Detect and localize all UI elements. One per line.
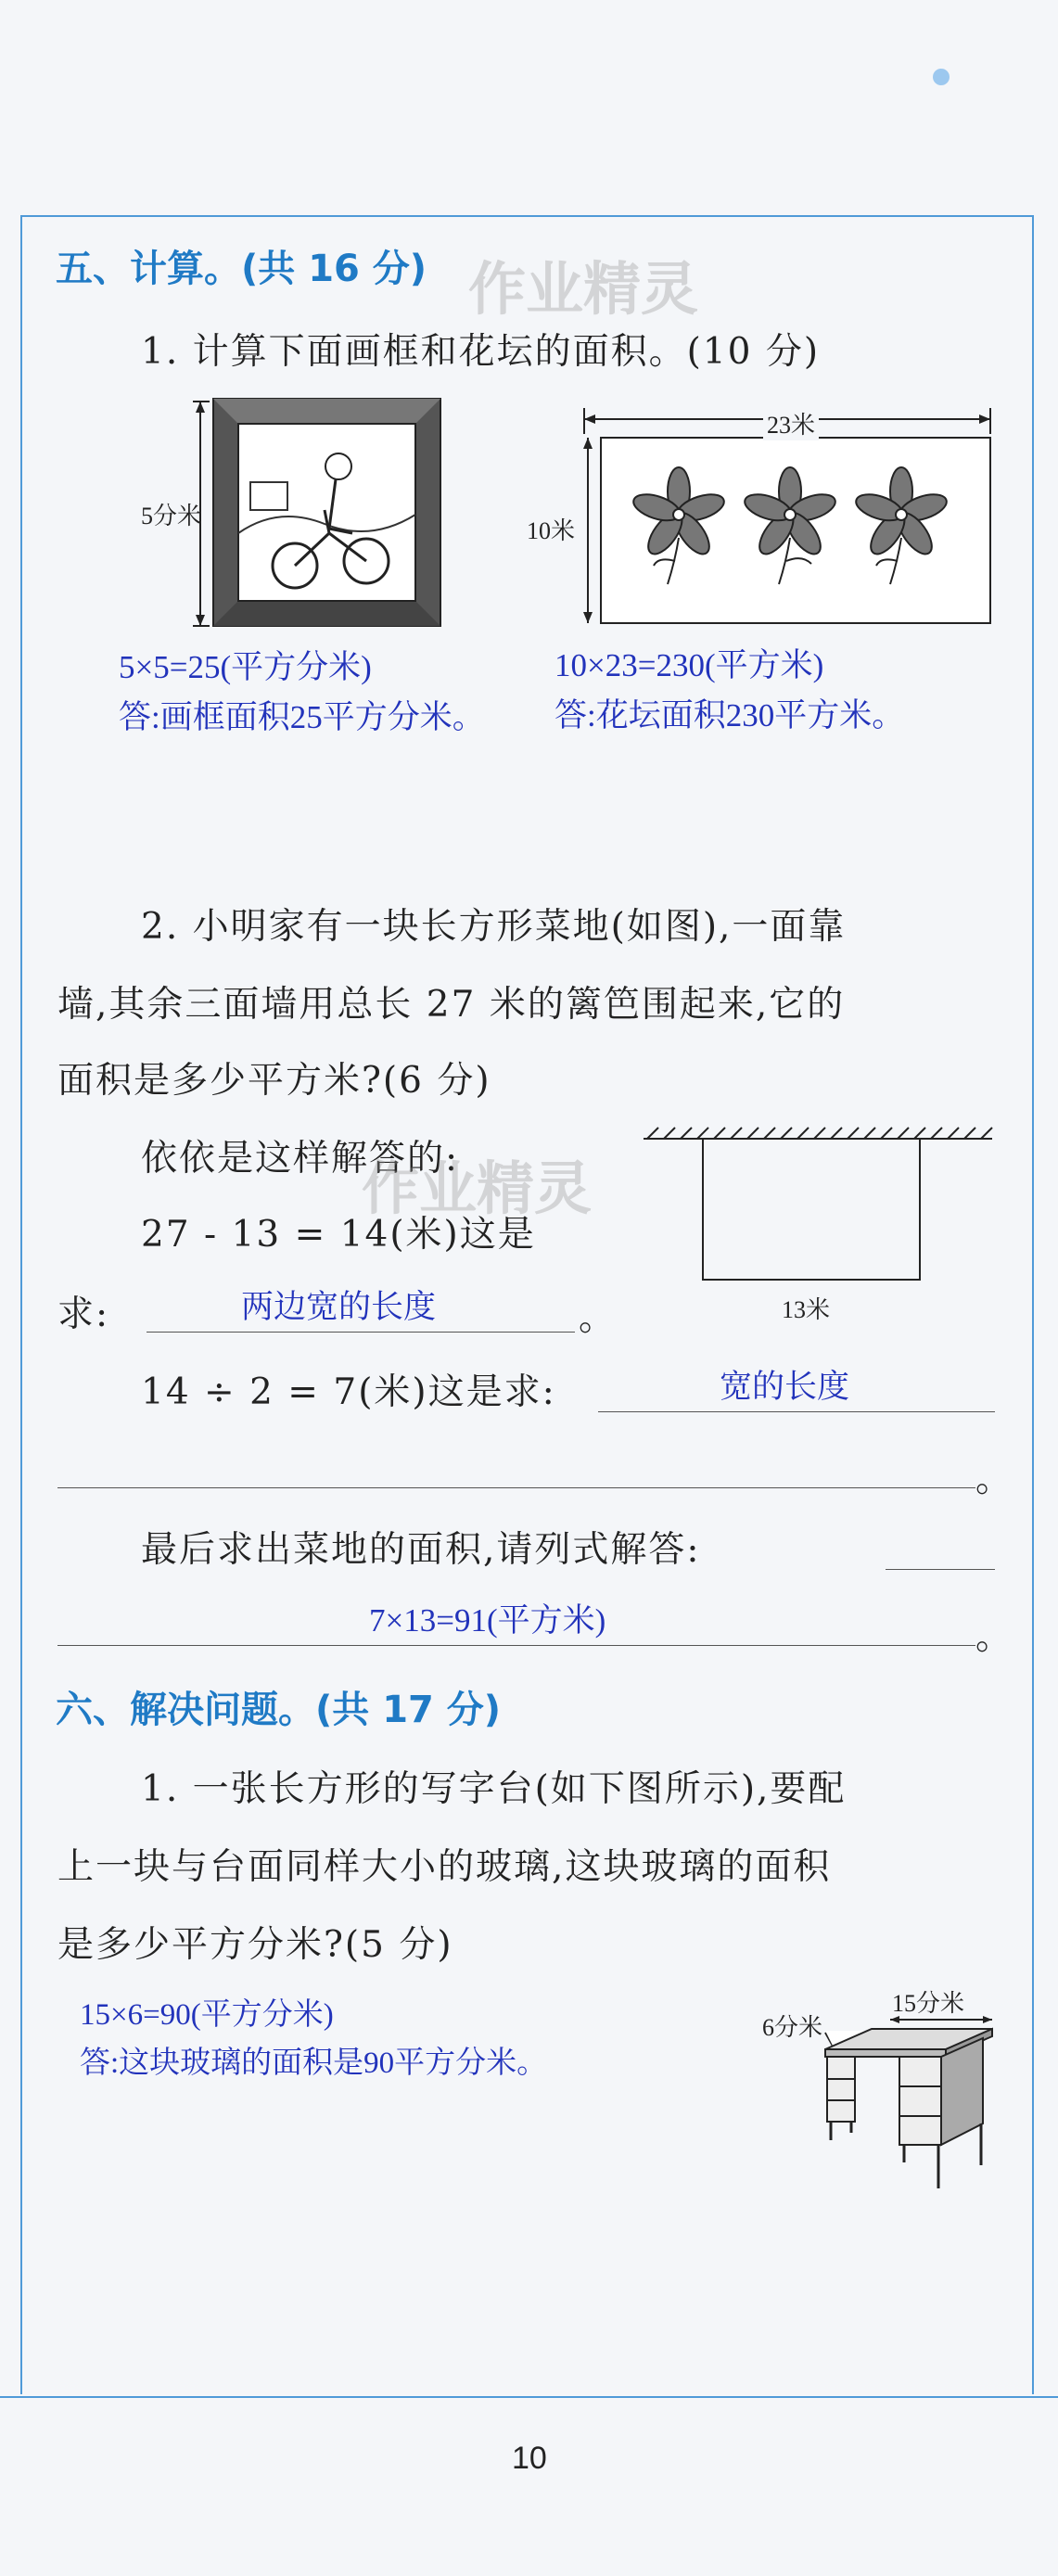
blank-line-1 xyxy=(147,1332,575,1333)
answer-frame-formula: 5×5=25(平方分米) xyxy=(119,649,372,685)
fill-blank-2: 宽的长度 xyxy=(720,1369,850,1405)
fill-blank-3: 7×13=91(平方米) xyxy=(369,1602,606,1639)
q2-line10-suffix: 。 xyxy=(975,1616,1014,1658)
garden-figure xyxy=(640,1122,997,1298)
q2-line5: 27 - 13 = 14(米)这是 xyxy=(141,1214,536,1256)
q2-line2: 墙,其余三面墙用总长 27 米的篱笆围起来,它的 xyxy=(57,984,846,1026)
q2-line9: 最后求出菜地的面积,请列式解答: xyxy=(141,1529,701,1571)
watermark-2: 作业精灵 xyxy=(362,1154,593,1222)
garden-length-label: 13米 xyxy=(782,1296,831,1323)
page-number: 10 xyxy=(512,2441,547,2476)
bottom-rule xyxy=(0,2396,1058,2398)
fill-blank-1: 两边宽的长度 xyxy=(241,1289,437,1325)
bed-height-label: 10米 xyxy=(527,517,576,544)
section5-title: 五、计算。(共 16 分) xyxy=(56,248,427,290)
s6-q1-line3: 是多少平方分米?(5 分) xyxy=(57,1924,453,1966)
frame-dimension-label: 5分米 xyxy=(141,503,202,529)
answer-bed-formula: 10×23=230(平方米) xyxy=(554,647,824,683)
q2-line1: 2. 小明家有一块长方形菜地(如图),一面靠 xyxy=(141,906,847,948)
q2-line7: 14 ÷ 2 = 7(米)这是求: xyxy=(141,1371,556,1413)
q2-line6-suffix: 。 xyxy=(579,1297,618,1339)
q2-line4: 依依是这样解答的: xyxy=(141,1138,460,1180)
answer-frame-text: 答:画框面积25平方分米。 xyxy=(119,699,485,735)
decor-dot xyxy=(933,69,950,85)
s6-answer-text: 答:这块玻璃的面积是90平方分米。 xyxy=(80,2047,548,2080)
blank-line-2a xyxy=(598,1411,995,1412)
desk-width-label: 15分米 xyxy=(892,1990,965,2017)
q2-line8-suffix: 。 xyxy=(975,1459,1014,1500)
s6-answer-formula: 15×6=90(平方分米) xyxy=(80,1998,334,2032)
bed-width-label: 23米 xyxy=(763,406,819,440)
blank-line-3a xyxy=(886,1569,995,1570)
q2-line3: 面积是多少平方米?(6 分) xyxy=(57,1060,491,1102)
desk-depth-label: 6分米 xyxy=(762,2014,823,2041)
q2-line6-prefix: 求: xyxy=(57,1294,110,1335)
s6-q1-line1: 1. 一张长方形的写字台(如下图所示),要配 xyxy=(141,1768,847,1810)
watermark: 作业精灵 xyxy=(468,255,699,323)
q1-text: 1. 计算下面画框和花坛的面积。(10 分) xyxy=(141,331,821,373)
answer-bed-text: 答:花坛面积230平方米。 xyxy=(554,697,905,733)
s6-q1-line2: 上一块与台面同样大小的玻璃,这块玻璃的面积 xyxy=(57,1846,832,1888)
section6-title: 六、解决问题。(共 17 分) xyxy=(56,1689,502,1731)
blank-line-3b xyxy=(57,1645,975,1646)
blank-line-2b xyxy=(57,1487,975,1488)
